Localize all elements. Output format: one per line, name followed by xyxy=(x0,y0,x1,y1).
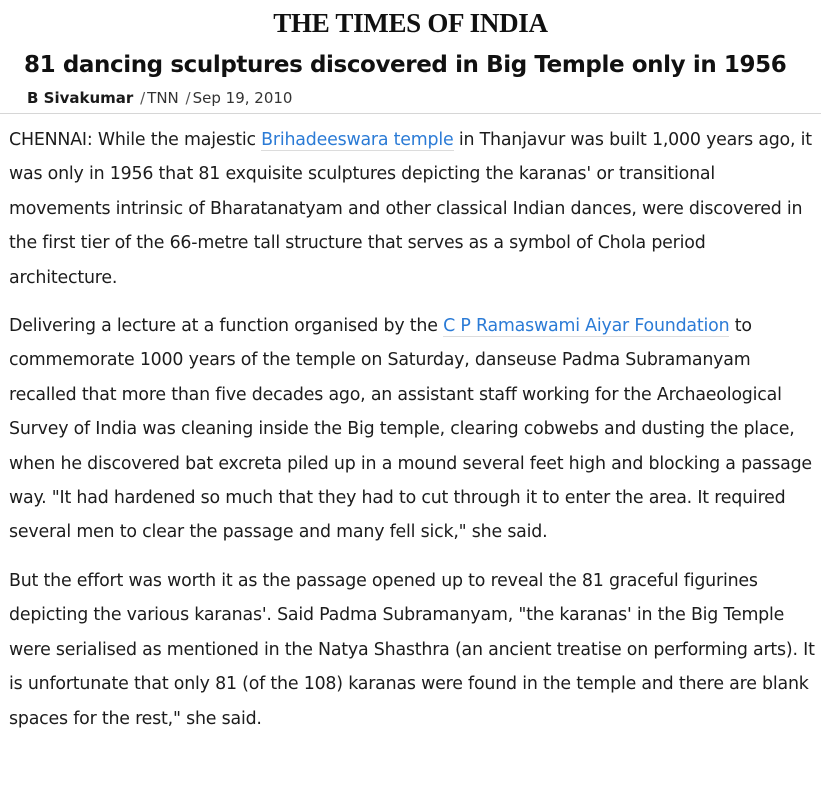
header-divider xyxy=(0,113,821,114)
article-paragraph-3: But the effort was worth it as the passage opened up to reveal the 81 graceful figurines depicting the various karanas'. Said Padma Subramanyam, "the karanas' in the Big Temple were serialised as mentioned in the Natya Shasthra (an ancient treatise on performing arts). It is unfortunate that only 81 (of the 108) karanas were found in the temple and there are blank spaces for the rest," she said. xyxy=(9,570,815,729)
paragraph-text: CHENNAI: While the majestic xyxy=(9,130,262,150)
paragraph-text: to commemorate 1000 years of the temple on Saturday, danseuse Padma Subramanyam recalled that more than five decades ago, an assistant staff working for the Archaeological Survey of India was cleaning inside the Big temple, clearing cobwebs and dusting the place, when he discovered bat excreta piled up in a mound several feet high and blocking a passage way. "It had hardened so much that they had to cut through it to enter the area. It required several men to clear the passage and many fell sick," she said. xyxy=(9,316,812,543)
byline-author[interactable]: B Sivakumar xyxy=(27,89,134,107)
paragraph-text: in Thanjavur was built 1,000 years ago, it was only in 1956 that 81 exquisite sculptures depicting the karanas' or transitional movements intrinsic of Bharatanatyam and other classical Indian dances, were discovered in the first tier of the 66-metre tall structure that serves as a symbol of Chola period architecture. xyxy=(9,130,812,288)
byline-source: TNN xyxy=(147,89,179,107)
article-byline xyxy=(27,87,292,109)
link-cp-ramaswami-aiyar-foundation[interactable]: C P Ramaswami Aiyar Foundation xyxy=(443,316,730,337)
byline-date: Sep 19, 2010 xyxy=(192,89,293,107)
byline-separator: / xyxy=(140,89,146,107)
article-paragraph-2 xyxy=(9,309,817,550)
article-body xyxy=(9,123,817,750)
link-brihadeeswara-temple[interactable]: Brihadeeswara temple xyxy=(261,130,454,150)
article-headline: 81 dancing sculptures discovered in Big Temple only in 1956 xyxy=(24,52,787,78)
byline-separator: / xyxy=(185,89,191,107)
article-paragraph-1 xyxy=(9,123,817,295)
site-logo[interactable]: THE TIMES OF INDIA xyxy=(273,8,548,38)
paragraph-text: Delivering a lecture at a function organised by the xyxy=(9,316,444,337)
